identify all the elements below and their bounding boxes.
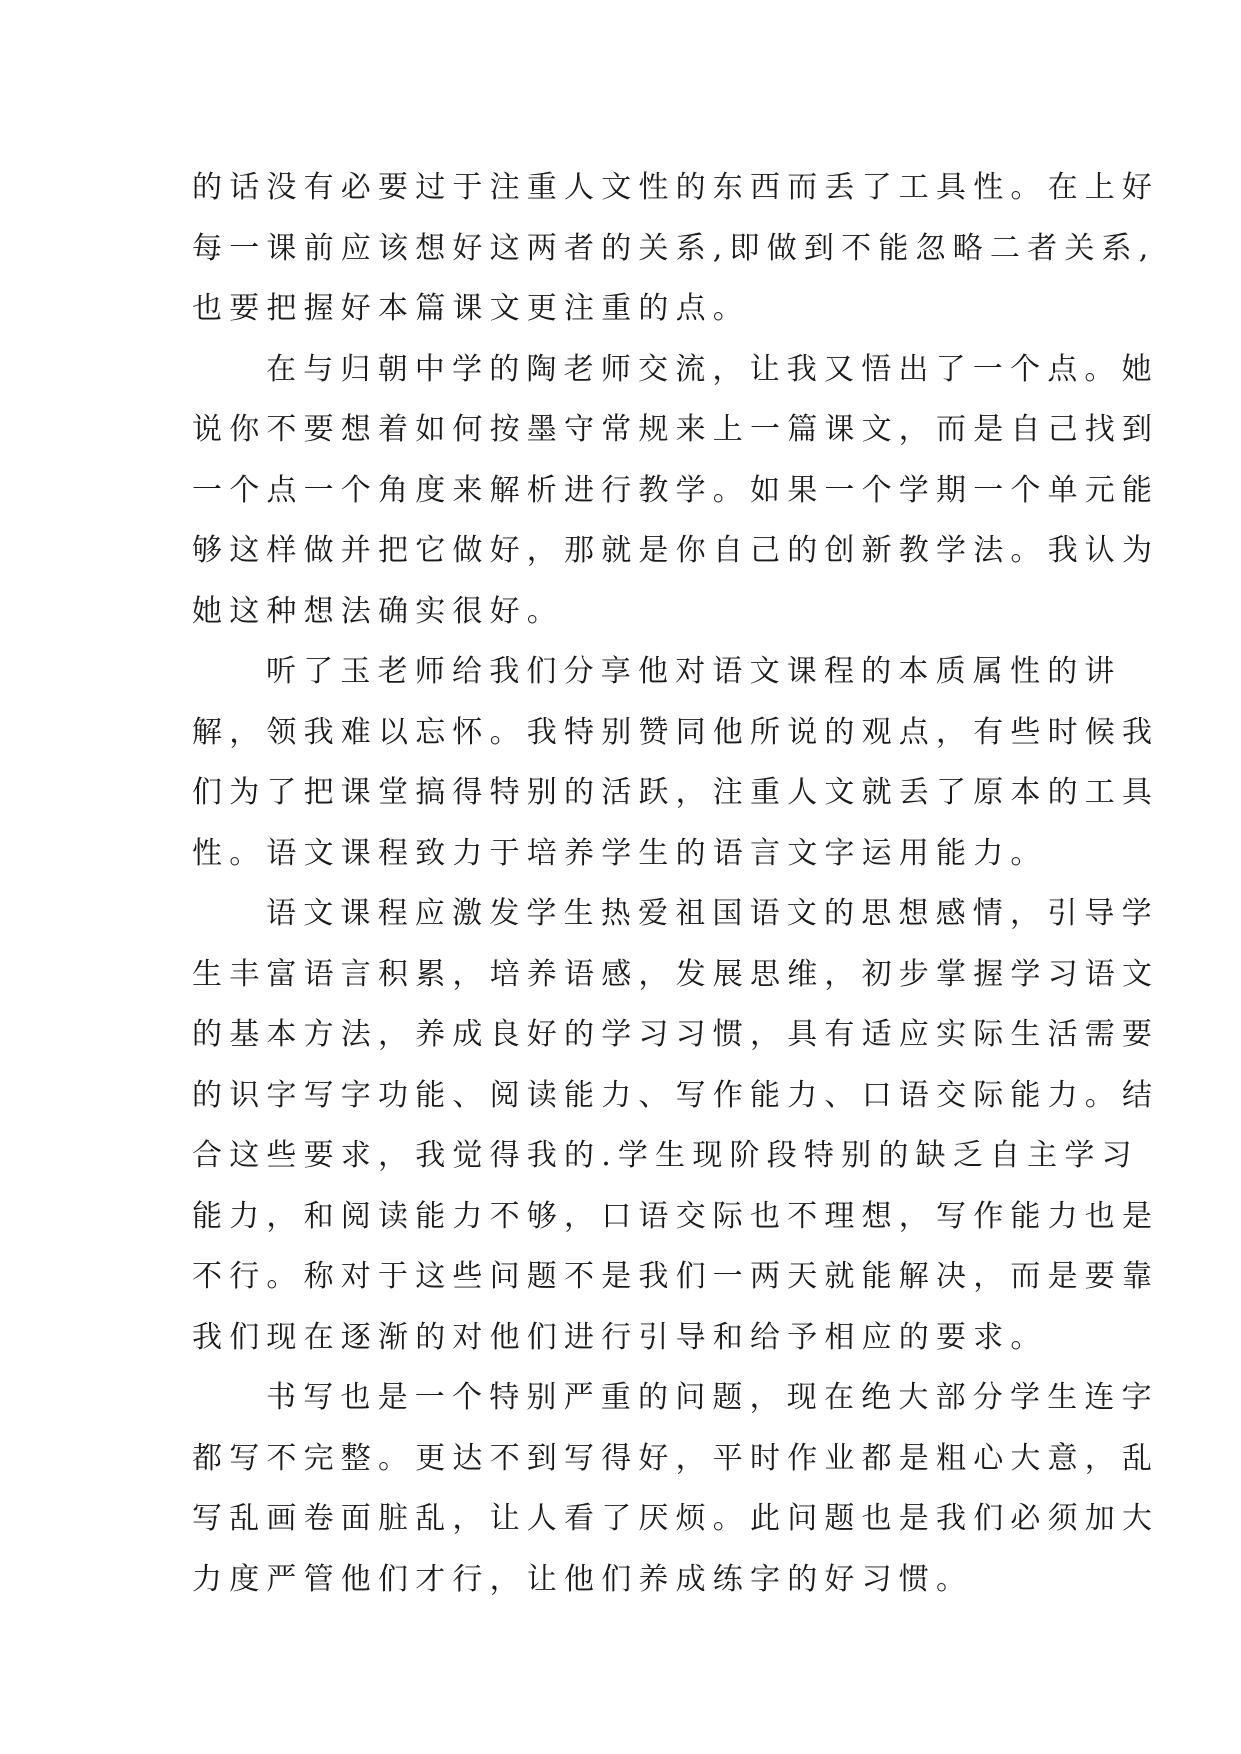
text-line: 语文课程应激发学生热爱祖国语文的思想感情，引导学 <box>266 896 1159 931</box>
text-line: 性。语文课程致力于培养学生的语言文字运用能力。 <box>192 835 1048 871</box>
text-line: 我们现在逐渐的对他们进行引导和给予相应的要求。 <box>192 1319 1048 1355</box>
text-line: 也要把握好本篇课文更注重的点。 <box>192 291 750 326</box>
paragraph-5 <box>192 1368 1160 1610</box>
paragraph-4 <box>192 884 1160 1368</box>
text-line: 在与归朝中学的陶老师交流，让我又悟出了一个点。她 <box>266 351 1159 387</box>
text-line: 的识字写字功能、阅读能力、写作能力、口语交际能力。结 <box>192 1077 1160 1113</box>
paragraph-1 <box>192 158 1160 340</box>
text-line: 她这种想法确实很好。 <box>192 593 564 629</box>
text-line: 的话没有必要过于注重人文性的东西而丢了工具性。在上好 <box>192 170 1160 205</box>
text-line: 合这些要求，我觉得我的.学生现阶段特别的缺乏自主学习 <box>192 1138 1139 1173</box>
text-line: 不行。称对于这些问题不是我们一两天就能解决，而是要靠 <box>192 1259 1160 1294</box>
text-line: 书写也是一个特别严重的问题，现在绝大部分学生连字 <box>266 1380 1159 1415</box>
text-line: 一个点一个角度来解析进行教学。如果一个学期一个单元能 <box>192 472 1160 508</box>
text-line: 生丰富语言积累，培养语感，发展思维，初步掌握学习语文 <box>192 956 1160 992</box>
text-line: 听了玉老师给我们分享他对语文课程的本质属性的讲 <box>266 654 1122 689</box>
text-line: 力度严管他们才行，让他们养成练字的好习惯。 <box>192 1561 974 1597</box>
text-line: 写乱画卷面脏乱，让人看了厌烦。此问题也是我们必须加大 <box>192 1501 1160 1536</box>
text-line: 们为了把课堂搞得特别的活跃，注重人文就丢了原本的工具 <box>192 775 1160 810</box>
document-body <box>192 158 1160 1610</box>
text-line: 的基本方法，养成良好的学习习惯，具有适应实际生活需要 <box>192 1017 1160 1052</box>
text-line: 说你不要想着如何按墨守常规来上一篇课文，而是自己找到 <box>192 412 1160 447</box>
paragraph-3 <box>192 642 1160 884</box>
paragraph-2 <box>192 340 1160 643</box>
text-line: 能力，和阅读能力不够，口语交际也不理想，写作能力也是 <box>192 1198 1160 1234</box>
text-line: 每一课前应该想好这两者的关系,即做到不能忽略二者关系, <box>192 230 1156 266</box>
text-line: 解，领我难以忘怀。我特别赞同他所说的观点，有些时候我 <box>192 714 1160 750</box>
text-line: 都写不完整。更达不到写得好，平时作业都是粗心大意，乱 <box>192 1440 1160 1476</box>
text-line: 够这样做并把它做好，那就是你自己的创新教学法。我认为 <box>192 533 1160 568</box>
